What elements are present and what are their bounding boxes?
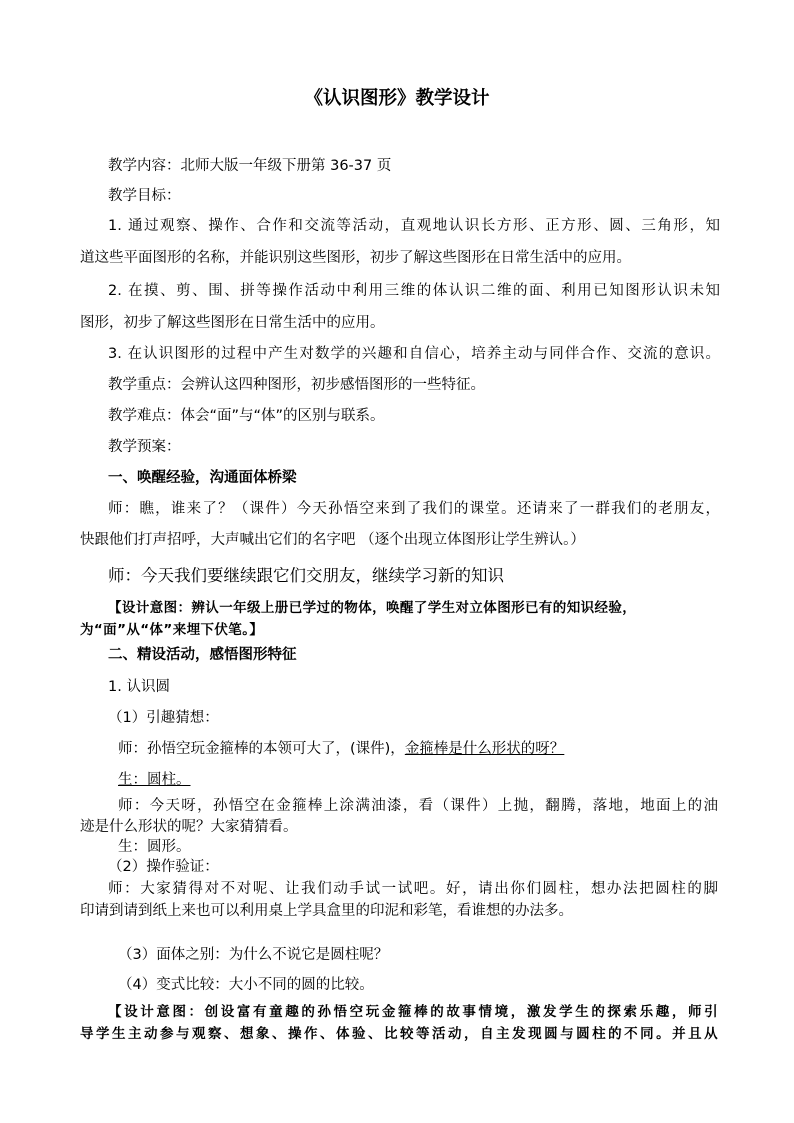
teacher-question-1 xyxy=(118,739,564,759)
section-2-design-note-line-1: 【设计意图：创设富有童趣的孙悟空玩金箍棒的故事情境，激发学生的探索乐趣，师引 xyxy=(108,1004,718,1020)
step-2-heading: （2）操作验证： xyxy=(108,859,219,875)
student-answer-2: 生：圆形。 xyxy=(118,839,191,855)
difficulty: 教学难点：体会“面”与“体”的区别与联系。 xyxy=(108,408,385,424)
student-answer-1: 生：圆柱。 xyxy=(118,772,191,788)
teacher-question-2-line-1: 师：今天呀，孙悟空在金箍棒上涂满油漆，看（课件）上抛，翻腾，落地，地面上的油 xyxy=(118,798,718,814)
section-1-paragraph-1-line-2: 快跟他们打声招呼，大声喊出它们的名字吧 （逐个出现立体图形让学生辨认。） xyxy=(80,532,585,548)
section-1-paragraph-2: 师：今天我们要继续跟它们交朋友，继续学习新的知识 xyxy=(108,566,504,585)
step-1-heading: （1）引趣猜想： xyxy=(108,710,219,726)
teacher-question-1-text: 师：孙悟空玩金箍棒的本领可大了，(课件)， xyxy=(118,741,405,757)
section-2-heading: 二、精设活动，感悟图形特征 xyxy=(108,647,297,663)
section-1-paragraph-1-line-1: 师：瞧，谁来了？（课件）今天孙悟空来到了我们的课堂。还请来了一群我们的老朋友， xyxy=(108,501,720,517)
teacher-question-2-line-2: 迹是什么形状的呢？大家猜猜看。 xyxy=(80,819,298,835)
step-3-heading: （3）面体之别：为什么不说它是圆柱呢？ xyxy=(118,947,389,963)
teacher-question-1-underlined: 金箍棒是什么形状的呀？ xyxy=(404,741,565,757)
section-1-heading: 一、唤醒经验，沟通面体桥梁 xyxy=(108,470,297,486)
goal-1-line-2: 道这些平面图形的名称，并能识别这些图形，初步了解这些图形在日常生活中的应用。 xyxy=(80,250,631,266)
goal-3: 3. 在认识图形的过程中产生对数学的兴趣和自信心，培养主动与同伴合作、交流的意识。 xyxy=(108,346,720,362)
teaching-content: 教学内容：北师大版一年级下册第 36-37 页 xyxy=(108,158,392,174)
key-point: 教学重点：会辨认这四种图形，初步感悟图形的一些特征。 xyxy=(108,377,485,393)
goal-2-line-1: 2. 在摸、剪、围、拼等操作活动中利用三维的体认识二维的面、利用已知图形认识未知 xyxy=(108,283,720,299)
goal-1-line-1: 1. 通过观察、操作、合作和交流等活动，直观地认识长方形、正方形、圆、三角形，知 xyxy=(108,218,720,234)
goals-heading: 教学目标： xyxy=(108,188,181,204)
section-2-design-note-line-2: 导学生主动参与观察、想象、操作、体验、比较等活动，自主发现圆与圆柱的不同。并且从 xyxy=(80,1026,718,1042)
section-1-design-note-line-2: 为“面”从“体”来埋下伏笔。】 xyxy=(80,622,264,638)
goal-2-line-2: 图形，初步了解这些图形在日常生活中的应用。 xyxy=(80,315,385,331)
teacher-question-3-line-2: 印请到请到纸上来也可以利用桌上学具盒里的印泥和彩笔，看谁想的办法多。 xyxy=(80,903,573,919)
step-4-heading: （4）变式比较：大小不同的圆的比较。 xyxy=(118,977,374,993)
plan-heading: 教学预案： xyxy=(108,439,181,455)
teacher-question-3-line-1: 师：大家猜得对不对呢、让我们动手试一试吧。好，请出你们圆柱，想办法把圆柱的脚 xyxy=(108,881,718,897)
section-1-design-note-line-1: 【设计意图：辨认一年级上册已学过的物体，唤醒了学生对立体图形已有的知识经验， xyxy=(108,600,637,616)
item-1-heading: 1. 认识圆 xyxy=(108,679,170,695)
page-title: 《认识图形》教学设计 xyxy=(304,88,490,109)
